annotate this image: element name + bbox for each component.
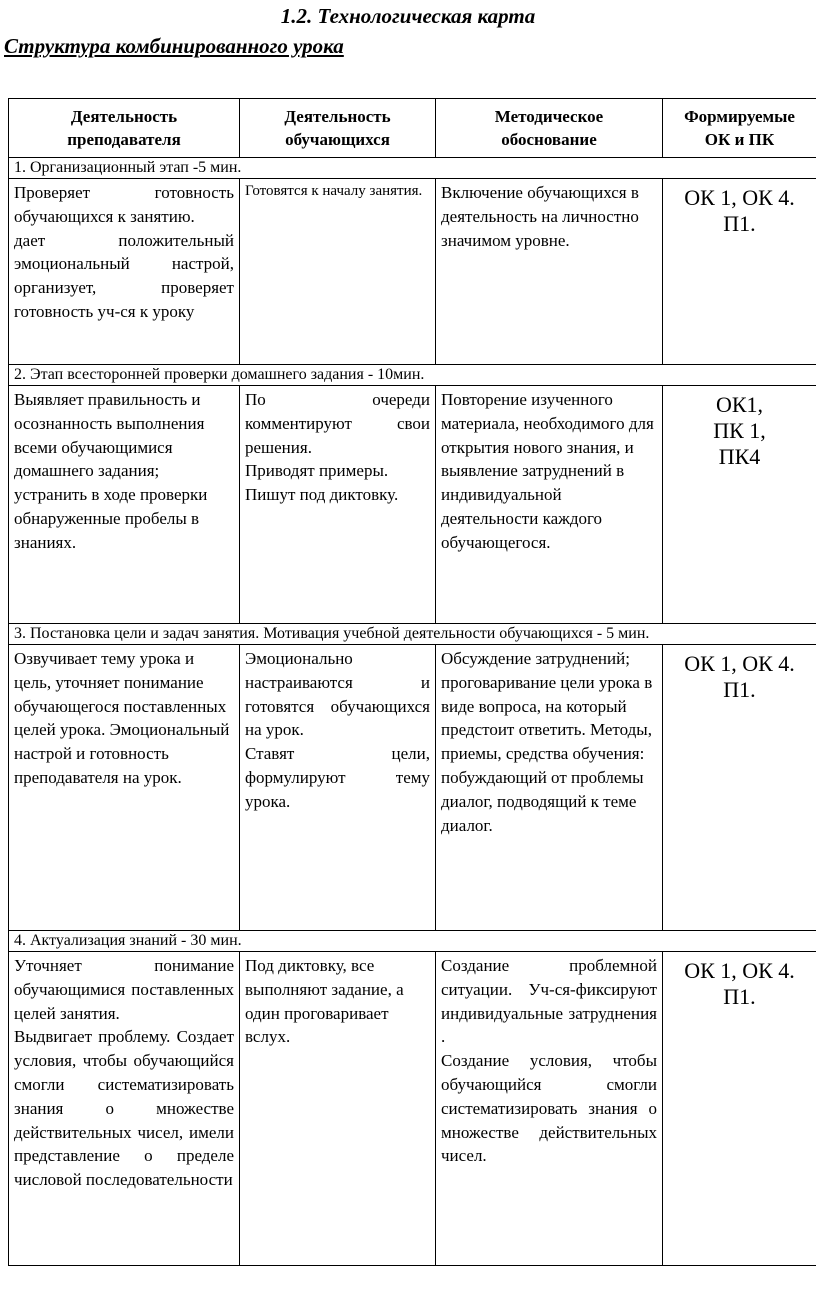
rationale-cell: Повторение изученного материала, необходимого для открытия нового знания, и выявление затруднений в индивидуальной деятельности каждого обучающегося. bbox=[436, 386, 663, 624]
header-teacher-activity: Деятельность преподавателя bbox=[9, 99, 240, 158]
page-title: 1.2. Технологическая карта bbox=[280, 4, 536, 28]
student-activity-cell: Эмоционально настраиваются и готовятся обучающихся на урок. Ставят цели, формулируют тему урока. bbox=[240, 645, 436, 931]
teacher-activity-cell: Проверяет готовность обучающихся к занятию. дает положительный эмоциональный настрой, организует, проверяет готовность уч-ся к уроку bbox=[9, 179, 240, 365]
student-activity-cell: По очереди комментируют свои решения. Приводят примеры. Пишут под диктовку. bbox=[240, 386, 436, 624]
header-student-activity: Деятельность обучающихся bbox=[240, 99, 436, 158]
table-row bbox=[9, 179, 816, 365]
page-subtitle: Структура комбинированного урока bbox=[4, 34, 344, 58]
table-row bbox=[9, 645, 816, 931]
table-header-row bbox=[9, 99, 816, 158]
stage-title: 3. Постановка цели и задач занятия. Мотивация учебной деятельности обучающихся - 5 мин. bbox=[9, 624, 816, 645]
lesson-structure-table bbox=[8, 98, 816, 1266]
teacher-activity-cell: Выявляет правильность и осознанность выполнения всеми обучающимися домашнего задания; устранить в ходе проверки обнаруженные пробелы в знаниях. bbox=[9, 386, 240, 624]
rationale-cell: Включение обучающихся в деятельность на личностно значимом уровне. bbox=[436, 179, 663, 365]
header-methodological-rationale: Методическое обоснование bbox=[436, 99, 663, 158]
student-activity-cell: Под диктовку, все выполняют задание, а один проговаривает вслух. bbox=[240, 952, 436, 1266]
stage-row bbox=[9, 931, 816, 952]
stage-row bbox=[9, 158, 816, 179]
rationale-cell: Создание проблемной ситуации. Уч-ся-фиксируют индивидуальные затруднения . Создание условия, чтобы обучающийся смогли систематизировать знания о множестве действительных чисел. bbox=[436, 952, 663, 1266]
stage-row bbox=[9, 365, 816, 386]
competencies-cell: ОК 1, ОК 4. П1. bbox=[663, 645, 816, 931]
table-row bbox=[9, 386, 816, 624]
stage-title: 1. Организационный этап -5 мин. bbox=[9, 158, 816, 179]
rationale-cell: Обсуждение затруднений; проговаривание цели урока в виде вопроса, на который предстоит ответить. Методы, приемы, средства обучения: побуждающий от проблемы диалог, подводящий к теме диалог. bbox=[436, 645, 663, 931]
student-activity-cell: Готовятся к началу занятия. bbox=[240, 179, 436, 365]
header-competencies: Формируемые ОК и ПК bbox=[663, 99, 816, 158]
competencies-cell: ОК 1, ОК 4. П1. bbox=[663, 179, 816, 365]
stage-title: 4. Актуализация знаний - 30 мин. bbox=[9, 931, 816, 952]
stage-row bbox=[9, 624, 816, 645]
stage-title: 2. Этап всесторонней проверки домашнего задания - 10мин. bbox=[9, 365, 816, 386]
teacher-activity-cell: Озвучивает тему урока и цель, уточняет понимание обучающегося поставленных целей урока. Эмоциональный настрой и готовность преподавателя на урок. bbox=[9, 645, 240, 931]
competencies-cell: ОК 1, ОК 4. П1. bbox=[663, 952, 816, 1266]
table-row bbox=[9, 952, 816, 1266]
competencies-cell: ОК1, ПК 1, ПК4 bbox=[663, 386, 816, 624]
teacher-activity-cell: Уточняет понимание обучающимися поставленных целей занятия. Выдвигает проблему. Создает условия, чтобы обучающийся смогли систематизировать знания о множестве действительных чисел, имели представление о пределе числовой последовательности bbox=[9, 952, 240, 1266]
